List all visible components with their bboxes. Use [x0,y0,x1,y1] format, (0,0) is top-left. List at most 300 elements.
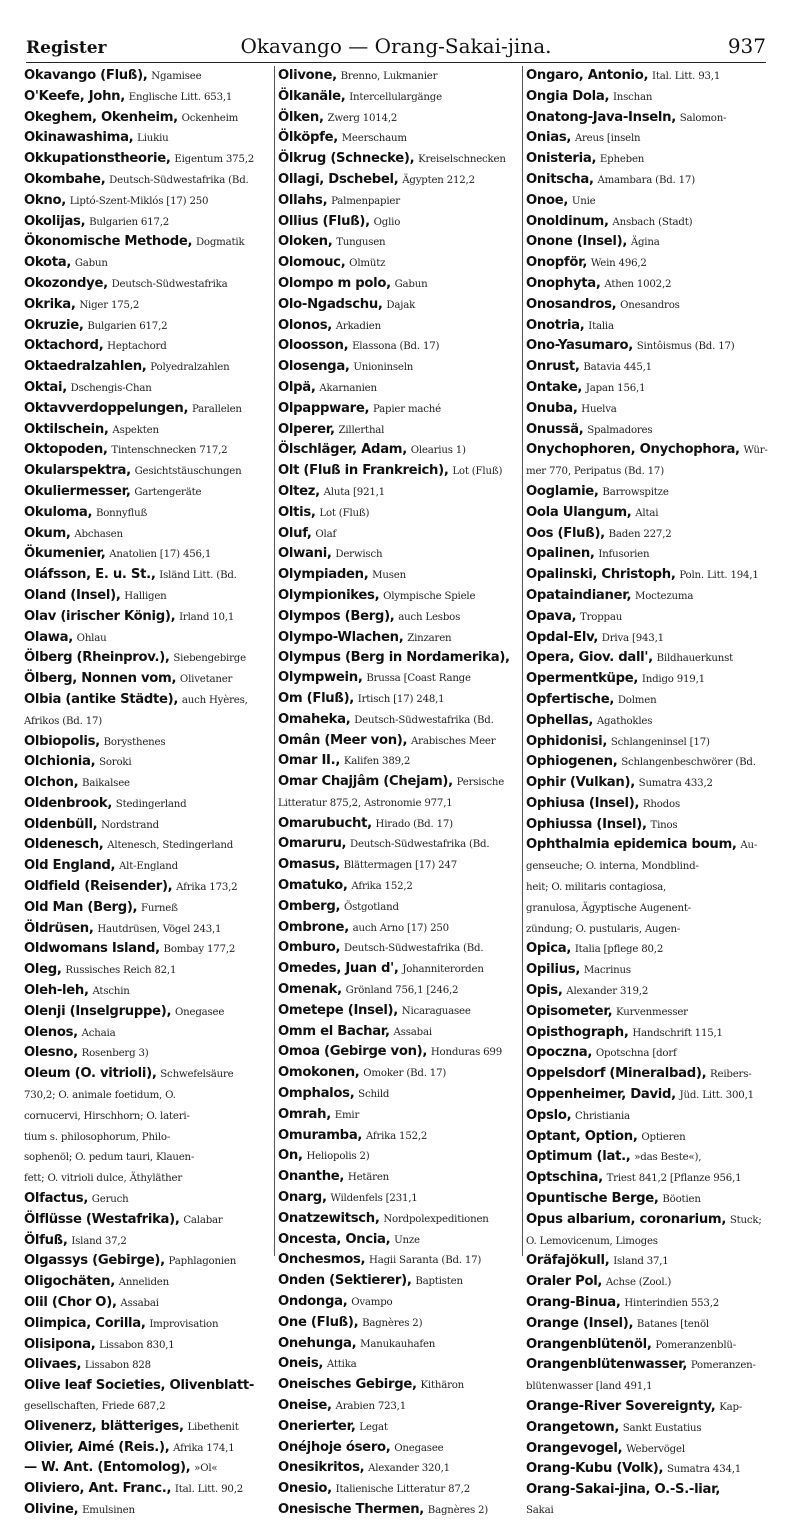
index-entry [526,482,772,503]
entry-headword: Ölberg (Rheinprov.), [24,650,170,666]
entry-reference: Olympische Spiele [383,590,476,602]
entry-headword: Okkupationstheorie, [24,151,171,167]
entry-reference: Gabun [74,258,108,270]
index-entry [278,1209,518,1230]
index-entry [278,1458,518,1479]
entry-reference: Island 37,1 [613,1256,669,1268]
entry-headword: Ophir (Vulkan), [526,775,635,791]
index-entry [278,1292,518,1313]
entry-reference: Bonnyfluß [95,507,148,519]
entry-headword: Oldenbrook, [24,795,113,811]
entry-headword: O'Keefe, John, [24,88,125,104]
entry-headword: Oktachord, [24,338,104,354]
index-entry [24,1314,266,1335]
index-entry [278,378,518,399]
index-entry [24,1023,266,1044]
entry-headword: Ökumenier, [24,546,106,562]
index-entry [526,1480,772,1500]
index-entry [24,565,266,586]
entry-reference: Blättermagen [17) 247 [343,860,457,872]
index-entry [24,773,266,794]
entry-headword: Onchesmos, [278,1252,366,1268]
entry-headword: Ophidonisi, [526,733,608,749]
index-entry [24,544,266,565]
index-entry [526,1314,772,1335]
entry-reference: Afrika 173,2 [176,882,238,894]
entry-reference: Jüd. Litt. 300,1 [679,1090,754,1102]
entry-headword: Okruzie, [24,317,84,333]
index-entry [24,607,266,628]
entry-reference: Nordpolexpeditionen [383,1213,489,1225]
index-entry [278,793,518,814]
entry-headword: Opisthograph, [526,1024,629,1040]
entry-reference: Olearius 1) [410,445,466,457]
entry-headword: Olchionia, [24,754,96,770]
entry-headword: Oltis, [278,504,316,520]
entry-reference: Nordstrand [101,819,159,831]
entry-reference: Italia [588,320,614,332]
index-entry [24,1106,266,1127]
index-entry [24,1168,266,1189]
entry-headword: Ontake, [526,379,583,395]
index-entry [526,1439,772,1460]
entry-headword: Ooglamie, [526,483,599,499]
index-entry [526,128,772,149]
entry-headword: Opilius, [526,962,581,978]
index-entry [278,1084,518,1105]
entry-headword: Orange-River Sovereignty, [526,1399,716,1414]
entry-headword: Okuliermesser, [24,483,131,499]
entry-reference: tium s. philosophorum, Philo- [24,1131,171,1143]
entry-headword: Olenji (Inselgruppe), [24,1003,172,1019]
entry-headword: Opslo, [526,1107,572,1123]
entry-headword: Onarg, [278,1190,327,1206]
index-entry [24,378,266,399]
index-entry [526,170,772,191]
entry-reference: Heliopolis 2) [306,1151,370,1163]
entry-headword: Onesische Thermen, [278,1501,425,1517]
entry-reference: gesellschaften, Friede 687,2 [24,1401,166,1412]
entry-reference: Optieren [641,1131,686,1143]
index-entry [526,191,772,212]
index-entry [526,939,772,960]
index-entry [278,1375,518,1396]
entry-headword: Olympus (Berg in Nordamerika), [278,650,510,666]
entry-headword: Öldrüsen, [24,920,94,936]
index-entry [526,815,772,836]
entry-headword: Olenos, [24,1024,78,1040]
entry-headword: Orang-Kubu (Volk), [526,1461,664,1477]
entry-headword: Okularspektra, [24,463,131,479]
entry-headword: Ölköpfe, [278,130,338,146]
entry-reference: Onesandros [620,299,680,311]
entry-reference: Achaia [81,1027,116,1039]
entry-reference: Afrika 174,1 [173,1442,235,1454]
index-entry [24,1355,266,1376]
index-entry [526,981,772,1002]
index-entry [24,1064,266,1085]
entry-reference: Athen 1002,2 [604,278,672,290]
entry-reference: Heptachord [107,341,167,353]
entry-headword: Opdal-Elv, [526,629,599,645]
entry-reference: Legat [359,1421,388,1433]
entry-headword: Ometepe (Insel), [278,1002,398,1018]
index-entry [526,607,772,628]
entry-reference: Sumatra 433,2 [638,778,713,790]
index-entry [526,378,772,399]
index-entry [24,752,266,773]
entry-headword: Okavango (Fluß), [24,68,148,83]
index-entry [278,420,518,441]
entry-reference: Manukauhafen [360,1338,436,1350]
entry-reference: auch Arno [17) 250 [352,922,449,934]
entry-reference: Wür- [743,445,768,457]
entry-reference: Atschin [92,986,130,998]
index-entry [526,1355,772,1376]
index-entry [278,149,518,170]
entry-reference: Troppau [580,611,623,623]
entry-headword: Oloosson, [278,338,349,354]
entry-reference: Niger 175,2 [79,299,140,311]
entry-headword: Ölkanäle, [278,88,346,104]
index-entry [278,1334,518,1355]
entry-reference: Macrinus [583,965,631,977]
entry-headword: Opica, [526,941,572,957]
entry-reference: Parallelen [191,403,242,415]
entry-reference: Dajak [386,299,416,311]
index-entry [278,689,518,710]
index-entry [526,399,772,420]
entry-reference: Polyedralzahlen [150,362,230,374]
entry-headword: Olympwein, [278,670,363,686]
entry-reference: Schild [358,1089,390,1101]
index-entry [526,877,772,898]
entry-headword: Omatuko, [278,878,348,894]
index-entry [24,1251,266,1272]
index-entry [278,1022,518,1043]
entry-headword: Orangenblütenwasser, [526,1357,688,1373]
index-entry [24,1293,266,1314]
index-entry [278,170,518,191]
entry-headword: Okuloma, [24,504,93,520]
entry-reference: Bulgarien 617,2 [89,216,170,228]
entry-reference: Arabien 723,1 [335,1401,407,1412]
entry-headword: Omoa (Gebirge von), [278,1044,428,1060]
index-entry [526,87,772,108]
entry-headword: Okeghem, Okenheim, [24,109,178,125]
entry-reference: Musen [372,570,406,582]
index-entry [278,586,518,607]
entry-reference: Lissabon 830,1 [99,1339,175,1351]
entry-headword: Omarubucht, [278,815,372,831]
entry-reference: Alt-England [119,861,178,873]
entry-headword: Omaruru, [278,836,347,852]
entry-reference: Ägina [630,237,660,249]
entry-headword: Onosandros, [526,296,617,312]
entry-headword: Oliviero, Ant. Franc., [24,1481,172,1497]
entry-headword: Okno, [24,192,66,208]
entry-headword: Olwani, [278,546,332,562]
entry-headword: Onesio, [278,1481,332,1497]
entry-reference: Stuck; [729,1214,762,1226]
index-entry [526,1272,772,1293]
entry-reference: Alexander 319,2 [566,986,649,998]
entry-reference: Furneß [141,902,178,914]
index-entry [526,648,772,669]
entry-headword: Olomouc, [278,255,346,271]
entry-headword: Oppelsdorf (Mineralbad), [526,1066,707,1082]
entry-reference: Derwisch [335,549,383,561]
index-entry [24,690,266,711]
entry-reference: Sankt Eustatius [622,1422,702,1434]
entry-reference: Emir [334,1109,360,1121]
entry-headword: Onerierter, [278,1418,356,1434]
index-entry [278,855,518,876]
entry-reference: Bagnères 2) [427,1504,489,1516]
index-entry [278,440,518,461]
index-entry [526,295,772,316]
index-entry [526,1210,772,1231]
entry-reference: Ansbach (Stadt) [612,216,693,228]
entry-reference: Assabai [120,1298,159,1310]
index-entry [526,1023,772,1044]
index-entry [526,1459,772,1480]
entry-reference: Baden 227,2 [608,528,672,540]
index-entry [278,66,518,87]
index-entry [526,544,772,565]
index-entry [526,690,772,711]
index-entry [278,524,518,545]
entry-reference: Geruch [91,1194,129,1206]
index-entry [24,87,266,108]
entry-reference: Russisches Reich 82,1 [65,965,177,977]
entry-headword: Omrah, [278,1106,331,1122]
index-entry [278,1167,518,1188]
entry-reference: Onegasee [394,1442,444,1454]
entry-reference: Alexander 320,1 [368,1463,450,1475]
index-entry [526,669,772,690]
index-entry [278,1396,518,1417]
entry-headword: Okozondye, [24,275,108,291]
entry-reference: Amambara (Bd. 17) [597,174,695,186]
index-entry [526,1376,772,1397]
entry-reference: Spalmadores [587,424,653,436]
entry-headword: Orang-Binua, [526,1295,621,1311]
entry-headword: Opisometer, [526,1003,613,1019]
entry-reference: Bombay 177,2 [163,944,236,956]
index-entry [526,1231,772,1252]
entry-headword: Olivenerz, blätteriges, [24,1418,184,1434]
index-entry [526,565,772,586]
entry-reference: Island 37,2 [71,1235,127,1247]
entry-headword: Olperer, [278,421,335,437]
index-entry [278,1105,518,1126]
entry-headword: Onrust, [526,359,580,375]
entry-headword: Onéjhoje ósero, [278,1439,391,1455]
entry-headword: Olgassys (Gebirge), [24,1253,165,1269]
entry-headword: Olisipona, [24,1336,96,1352]
index-entry [24,295,266,316]
entry-headword: Omm el Bachar, [278,1023,390,1039]
index-entry [526,1397,772,1418]
entry-reference: Agathokles [596,715,653,727]
entry-reference: Liptó-Szent-Miklós [17) 250 [69,195,209,207]
index-entry [526,336,772,357]
entry-reference: Anneliden [118,1277,169,1289]
index-entry [24,1479,266,1500]
entry-reference: Opotschna [dorf [595,1048,677,1060]
index-entry [278,87,518,108]
index-entry [278,1126,518,1147]
entry-headword: Oluf, [278,525,312,541]
entry-headword: Ollius (Fluß), [278,213,370,229]
entry-headword: Olivier, Aimé (Reis.), [24,1439,170,1455]
entry-headword: Ophthalmia epidemica boum, [526,837,737,853]
index-entry [278,772,518,793]
entry-headword: Olympiaden, [278,567,369,583]
index-entry [278,1001,518,1022]
entry-reference: Kreiselschnecken [418,154,506,166]
index-entry [278,918,518,939]
index-entry [526,1293,772,1314]
entry-headword: Omaheka, [278,711,351,727]
index-entry [526,773,772,794]
entry-reference: Zwerg 1014,2 [327,112,398,124]
entry-headword: Opalinski, Christoph, [526,567,676,583]
index-entry [24,1500,266,1521]
index-entry [24,981,266,1002]
entry-headword: Omenak, [278,982,342,998]
entry-headword: Ölkrug (Schnecke), [278,151,415,167]
entry-headword: Oneise, [278,1398,332,1413]
entry-headword: Okolijas, [24,213,86,229]
entry-headword: Opus albarium, coronarium, [526,1211,727,1227]
index-entry [278,980,518,1001]
entry-reference: Afrika 152,2 [351,881,413,893]
entry-headword: Optschina, [526,1170,603,1186]
entry-headword: Oleg, [24,962,62,978]
entry-headword: Onisteria, [526,151,597,167]
entry-reference: Olaf [315,528,337,540]
entry-headword: Omar Chajjâm (Chejam), [278,774,453,790]
entry-headword: Onanthe, [278,1169,345,1185]
entry-headword: Orang-Sakai-jina, O.-S.-liar, [526,1482,721,1498]
entry-headword: Omokonen, [278,1065,360,1081]
entry-reference: Schlangeninsel [17) [610,736,710,748]
entry-reference: auch Hyères, [181,694,248,706]
entry-reference: Irland 10,1 [179,611,235,623]
entry-reference: Elassona (Bd. 17) [352,341,440,353]
index-entry [24,1231,266,1252]
entry-headword: Ono-Yasumaro, [526,338,633,354]
entry-reference: Barrowspitze [602,486,669,498]
entry-reference: Dolmen [617,694,657,706]
entry-reference: Ngamisee [151,71,202,82]
entry-headword: One (Fluß), [278,1314,359,1330]
entry-reference: Hagii Saranta (Bd. 17) [369,1255,482,1267]
entry-reference: Emulsinen [82,1504,135,1516]
entry-headword: Oos (Fluß), [526,525,605,541]
entry-reference: Unie [571,195,596,207]
entry-headword: Onitscha, [526,171,594,187]
entry-reference: Italia [pflege 80,2 [574,944,664,956]
index-entry [278,461,518,482]
entry-reference: Baptisten [415,1276,463,1288]
entry-headword: Olbiopolis, [24,733,100,749]
index-entry [24,794,266,815]
index-entry [24,1127,266,1148]
entry-reference: Epheben [599,154,645,166]
entry-reference: Altenesch, Stedingerland [107,840,234,852]
index-entry [526,711,772,732]
entry-headword: Omân (Meer von), [278,732,408,748]
index-entry [278,876,518,897]
entry-reference: blütenwasser [land 491,1 [526,1381,653,1393]
index-entry [526,1418,772,1439]
entry-reference: Gesichtstäuschungen [134,466,242,478]
entry-headword: Orange (Insel), [526,1315,634,1331]
index-entry [278,253,518,274]
running-head-left: Register [26,38,107,58]
entry-reference: Hetären [347,1172,390,1184]
entry-reference: Reibers- [710,1069,752,1081]
index-entry [278,959,518,980]
entry-headword: Olt (Fluß in Frankreich), [278,463,449,479]
entry-reference: Tungusen [336,237,386,249]
entry-reference: Meerschaum [341,133,407,145]
entry-reference: Rhodos [642,798,680,810]
index-entry [526,253,772,274]
entry-reference: Soroki [99,757,132,769]
entry-headword: Omuramba, [278,1127,363,1143]
index-entry [278,1417,518,1438]
entry-headword: Orangenblütenöl, [526,1336,652,1352]
index-entry [24,420,266,441]
entry-reference: »Ol« [194,1463,218,1475]
entry-headword: Onehunga, [278,1335,357,1351]
index-entry [278,751,518,772]
index-entry [24,815,266,836]
index-entry [24,586,266,607]
entry-reference: Pomeranzen- [690,1360,756,1372]
index-entry [278,503,518,524]
entry-headword: Oktaedralzahlen, [24,359,147,375]
index-entry [526,856,772,877]
entry-reference: Pomeranzenblü- [655,1339,737,1351]
entry-headword: Okrika, [24,296,76,312]
entry-headword: Olpä, [278,379,316,395]
entry-headword: Olo-Ngadschu, [278,296,383,312]
index-entry [24,108,266,129]
entry-reference: Kalifen 389,2 [343,756,411,768]
entry-reference: Anatolien [17) 456,1 [109,549,212,561]
index-column-1 [24,66,266,1517]
index-entry [278,357,518,378]
entry-reference: Ital. Litt. 93,1 [652,71,721,82]
index-entry [526,1064,772,1085]
entry-reference: Assabai [393,1026,432,1038]
index-entry [24,316,266,337]
entry-headword: Optant, Option, [526,1128,638,1144]
entry-reference: O. Lemovicenum, Limoges [526,1235,658,1247]
entry-headword: Oleum (O. vitrioli), [24,1066,157,1082]
index-entry [278,1313,518,1334]
entry-reference: Siebengebirge [173,653,246,665]
index-entry [526,752,772,773]
index-entry [24,835,266,856]
entry-reference: Unze [394,1234,420,1246]
index-entry [526,440,772,461]
